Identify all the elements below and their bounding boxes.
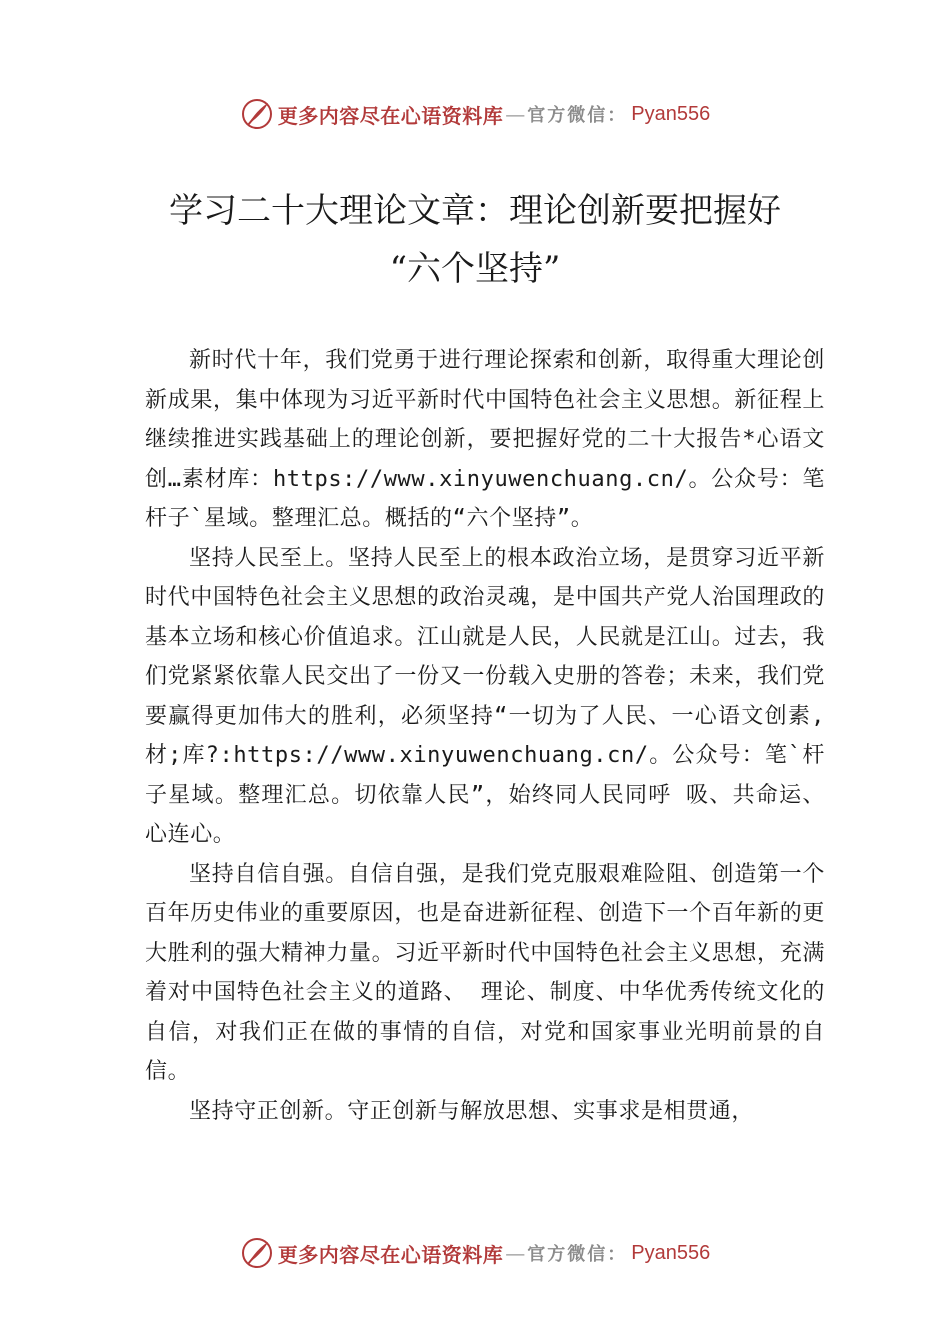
paragraph-people-first: 坚持人民至上。坚持人民至上的根本政治立场，是贯穿习近平新时代中国特色社会主义思想的政治灵魂，是中国共产党人治国理政的基本立场和核心价值追求。江山就是人民，人民就是江山。过去，我们党紧紧依靠人民交出了一份又一份载入史册的答卷；未来，我们党要赢得更加伟大的胜利，必须坚持“一切为了人民、一心语文创素,材;库?:https://www.xinyuwenchuang.cn/。公众号：笔`杆子星域。整理汇总。切依靠人民”，始终同人民同呼 吸、共命运、心连心。 <box>145 545 825 847</box>
document-title <box>100 182 850 298</box>
banner-wechat-id: Pyan556 <box>631 102 711 125</box>
footer-banner <box>0 1233 950 1273</box>
banner-dash: — <box>505 102 526 126</box>
paragraph-self-confidence: 坚持自信自强。自信自强，是我们党克服艰难险阻、创造第一个百年历史伟业的重要原因，也是奋进新征程、创造下一个百年新的更大胜利的强大精神力量。习近平新时代中国特色社会主义思想，充满着对中国特色社会主义的道路、 理论、制度、中华优秀传统文化的自信，对我们正在做的事情的自信，对党和国家事业光明前景的自信。 <box>145 861 825 1084</box>
paragraph-innovation: 坚持守正创新。守正创新与解放思想、实事求是相贯通， <box>189 1098 755 1124</box>
banner-dash: — <box>505 1241 526 1265</box>
banner-brand-text: 更多内容尽在心语资料库 <box>277 1242 504 1267</box>
banner-wechat-id: Pyan556 <box>631 1241 711 1264</box>
header-banner <box>0 94 950 134</box>
banner-wechat-label: 官方微信： <box>527 1244 628 1265</box>
feather-pen-logo-icon <box>240 97 274 131</box>
title-line-1: 学习二十大理论文章：理论创新要把握好 <box>169 191 781 231</box>
document-body <box>145 341 825 1131</box>
feather-pen-logo-icon <box>240 1236 274 1270</box>
banner-brand-text: 更多内容尽在心语资料库 <box>277 103 504 128</box>
paragraph-intro: 新时代十年，我们党勇于进行理论探索和创新，取得重大理论创新成果，集中体现为习近平新时代中国特色社会主义思想。新征程上继续推进实践基础上的理论创新，要把握好党的二十大报告*心语文创…素材库：https://www.xinyuwenchuang.cn/。公众号：笔杆子`星域。整理汇总。概括的“六个坚持”。 <box>145 348 825 531</box>
title-line-2: “六个坚持” <box>389 249 561 289</box>
banner-wechat-label: 官方微信： <box>527 105 628 126</box>
